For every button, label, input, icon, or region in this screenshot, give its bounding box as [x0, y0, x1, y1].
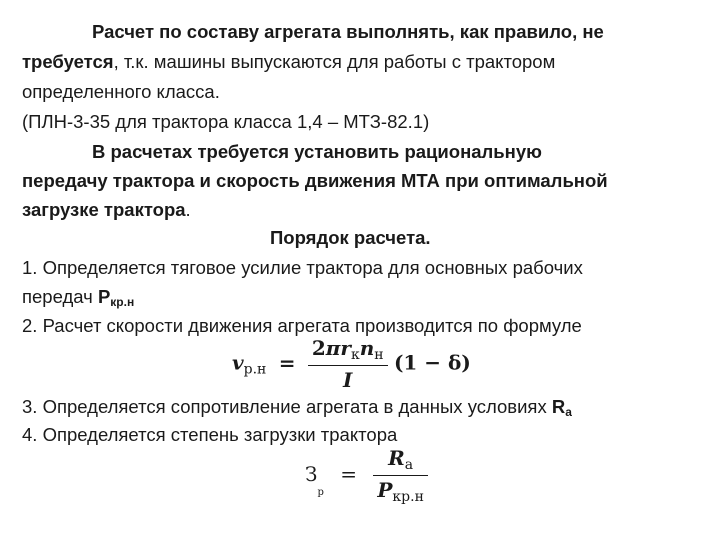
step-3-text: 3. Определяется сопротивление агрегата в данных условиях — [22, 396, 552, 417]
paragraph-1-line-1 — [92, 20, 604, 44]
f1-denominator: I — [343, 368, 353, 392]
f1-lhs-sub: р.н — [243, 361, 267, 378]
p1-bold-word: требуется — [22, 51, 114, 72]
f1-num-2: 2 — [311, 336, 326, 360]
f2-num-r: R — [388, 446, 405, 470]
section-heading: Порядок расчета. — [270, 227, 431, 248]
f1-factor: (1 − δ) — [393, 350, 471, 375]
f2-fraction-bar — [373, 475, 428, 476]
f2-den-p: P — [377, 478, 393, 502]
step-4-line: 4. Определяется степень загрузки трактора — [22, 424, 398, 445]
paragraph-2-line-2: передачу трактора и скорость движения МТА при оптимальной — [22, 170, 608, 191]
f2-equals: = — [340, 462, 357, 486]
step-2-line: 2. Расчет скорости движения агрегата производится по формуле — [22, 315, 582, 336]
f1-lhs: v — [232, 350, 244, 375]
step-1-subscript: кр.н — [110, 295, 135, 309]
f2-denominator — [373, 478, 428, 505]
paragraph-1-line-4: (ПЛН-3-35 для трактора класса 1,4 – МТЗ-82.1) — [22, 111, 430, 132]
f2-numerator — [373, 446, 428, 473]
p2-bold-end: загрузке трактора — [22, 199, 186, 220]
f2-lhs-sub: р — [317, 487, 324, 498]
f2-fraction — [373, 446, 428, 505]
p2-period: . — [185, 199, 191, 220]
p1-rest-text: , т.к. машины выпускаются для работы с трактором — [113, 51, 556, 72]
step-1-symbol: P — [97, 286, 111, 307]
f1-fraction-bar — [308, 365, 388, 366]
f1-num-r-sub: к — [350, 347, 360, 363]
paragraph-2-line-1: В расчетах требуется установить рациональную — [92, 141, 542, 162]
step-3-subscript: а — [565, 405, 572, 419]
step-1-line-1: 1. Определяется тяговое усилие трактора для основных рабочих — [22, 257, 583, 278]
step-1-text: передач — [22, 286, 98, 307]
load-formula — [305, 446, 428, 505]
p1-bold-text: Расчет по составу агрегата выполнять, как правило, не — [92, 21, 604, 42]
f1-num-n-sub: н — [374, 347, 384, 363]
f1-equals: = — [278, 350, 296, 375]
step-1-line-2 — [22, 285, 134, 314]
paragraph-2-line-3 — [22, 198, 191, 222]
paragraph-1-line-3: определенного класса. — [22, 81, 220, 102]
f1-numerator — [308, 336, 388, 363]
step-3-line — [22, 395, 572, 424]
f1-num-r: r — [340, 336, 351, 360]
paragraph-1-line-2 — [22, 50, 555, 74]
f1-num-n: n — [359, 336, 375, 360]
f2-den-sub: кр.н — [392, 489, 424, 505]
step-3-symbol: R — [551, 396, 566, 417]
speed-formula — [232, 336, 471, 392]
f1-fraction — [308, 336, 388, 392]
f2-num-sub: а — [404, 457, 414, 473]
f1-num-pi: π — [325, 336, 341, 360]
f2-lhs: З — [305, 462, 318, 486]
